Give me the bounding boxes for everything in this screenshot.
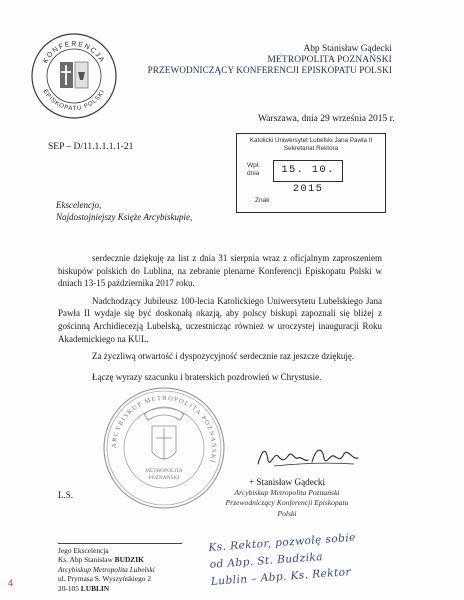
logo-text-top: KONFERENCJA <box>42 40 106 65</box>
svg-text:EPISKOPATU POLSKI <box>42 89 107 112</box>
salutation-line-1: Ekscelencjo, <box>56 200 102 210</box>
body-paragraph-3: Za życzliwą otwartość i dyspozycyjność serdecznie raz jeszcze dziękuję. <box>92 351 355 362</box>
body-paragraph-2: Nadchodzący Jubileusz 100-lecia Katolickiego Uniwersytetu Lubelskiego Jana Pawła II wydaje się być doskonałą okazją, aby polscy biskupi zapoznali się bliżej z gościnną Archidiecezją Lubelską, uczestnicząc również w uroczystej inauguracji Roku Akademickiego na KUL. <box>58 295 382 344</box>
letterhead-name: Abp Stanisław Gądecki <box>303 44 392 54</box>
registry-stamp-line-2: Sekretariat Rektora <box>283 145 339 152</box>
seal-outer-text: ARCYBISKUP METROPOLITA POZNAŃSKI <box>110 394 218 465</box>
registry-stamp-line-1: Katolicki Uniwersytet Lubelski Jana Pawła II <box>249 137 373 144</box>
body-paragraph-4: Łączę wyrazy szacunku i braterskich pozdrowień w Chrystusie. <box>92 371 322 382</box>
handwritten-note <box>208 523 452 600</box>
registry-stamp-date: 15. 10. 2015 <box>273 160 343 182</box>
addressee-line-5: 20-105 LUBLIN <box>58 583 110 593</box>
logo-text-bottom: EPISKOPATU POLSKI <box>41 88 107 113</box>
reference-number: SEP – D/11.1.1.1.1-21 <box>48 142 134 152</box>
body-paragraph-1: serdecznie dziękuję za list z dnia 31 sierpnia wraz z oficjalnym zaproszeniem biskupów polskich do Lublina, na zebranie plenarne Konferencji Episkopatu Polski w dniach 13-15 października 2017 roku. <box>58 253 382 289</box>
signer-name: + Stanisław Gądecki <box>248 477 326 487</box>
salutation <box>56 200 192 223</box>
locus-sigilli: L.S. <box>58 490 74 500</box>
addressee-line-2: Ks. Abp Stanisław BUDZIK <box>58 555 144 565</box>
handwritten-signature <box>254 442 364 472</box>
addressee-line-1: Jego Ekscelencja <box>58 546 109 555</box>
registry-stamp-header <box>237 137 385 153</box>
letterhead-title-1: METROPOLITA POZNAŃSKI <box>267 54 392 65</box>
addressee-block <box>58 543 182 593</box>
letterhead-title-2: PRZEWODNICZĄCY KONFERENCJI EPISKOPATU POLSKI <box>147 65 392 75</box>
registry-stamp-received-label: Wpł. dnia <box>247 162 260 177</box>
letterhead <box>148 44 392 76</box>
handwritten-note-line-1: Ks. Rektor, pozwolę sobie <box>208 531 357 554</box>
episcopal-conference-logo <box>30 32 118 120</box>
salutation-line-2: Najdostojniejszy Księże Arcybiskupie, <box>56 211 193 222</box>
letter-date: Warszawa, dnia 29 września 2015 r. <box>258 114 395 124</box>
registry-stamp-sign-label: Znak <box>255 197 270 204</box>
letter-body <box>58 252 382 388</box>
corner-mark: 4 <box>8 578 14 588</box>
episcopal-seal <box>102 386 226 510</box>
addressee-line-3: Arcybiskup Metropolita Lubelski <box>58 564 155 574</box>
handwritten-note-line-2: od Abp. St. Budzika <box>209 551 324 571</box>
signer-role-1: Arcybiskup Metropolita Poznański <box>234 487 340 497</box>
handwritten-note-line-3: Lublin – Abp. Ks. Rektor <box>210 566 352 588</box>
addressee-line-4: ul. Prymasa S. Wyszyńskiego 2 <box>58 574 152 584</box>
signer-role-2: Przewodniczący Konferencji Episkopatu Polski <box>225 498 349 518</box>
seal-inner-text-1: METROPOLITA <box>145 468 183 474</box>
signer-block <box>220 477 354 519</box>
registry-stamp <box>236 133 386 213</box>
seal-inner-text-2: POZNAŃSKI <box>148 475 180 481</box>
